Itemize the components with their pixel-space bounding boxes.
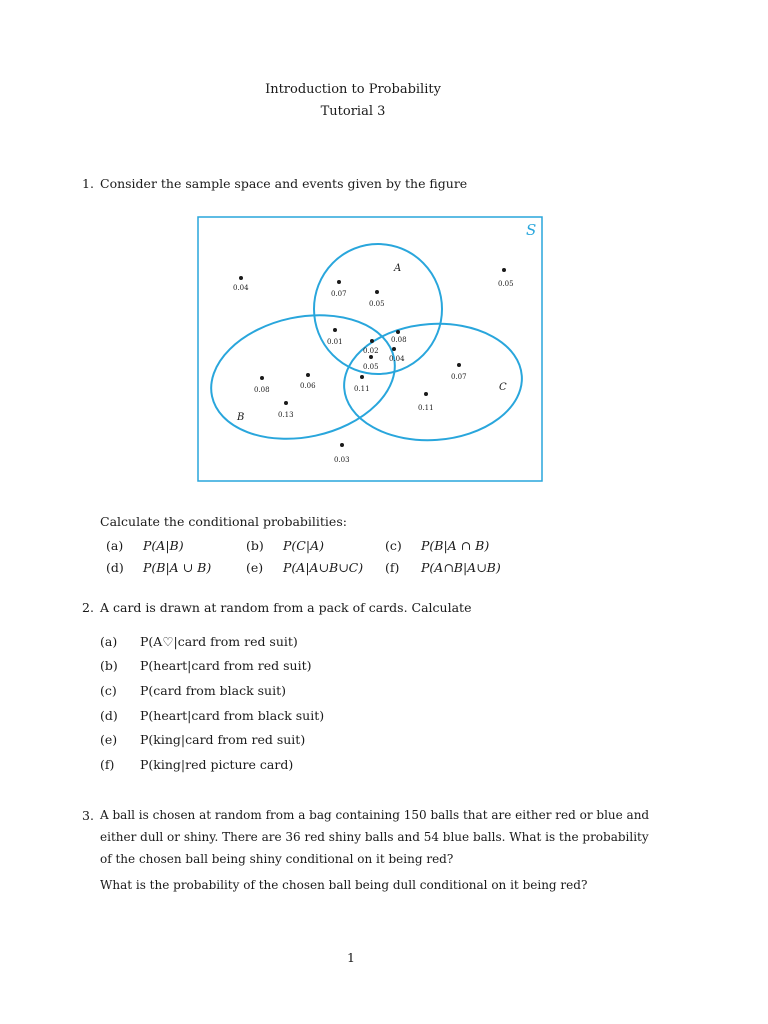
points [233,268,514,464]
point-label: 0.13 [278,411,294,419]
point-label: 0.08 [254,386,270,394]
point-dot [369,355,373,359]
q1-part-a-expr: P(A|B) [143,538,184,553]
q2-number: 2. [82,600,94,615]
sample-space-label: S [526,221,537,239]
point-dot [392,347,396,351]
point-label: 0.07 [331,290,347,298]
q1-part-e-label: (e) [246,560,264,575]
q2-text: A card is drawn at random from a pack of cards. Calculate [100,600,472,615]
q2-part-b-label: (b) [100,658,118,673]
point-label: 0.11 [354,385,370,393]
q1-prompt: Calculate the conditional probabilities: [100,514,347,529]
set-c-ellipse [340,318,526,446]
point-dot [333,328,337,332]
q2-part-f-expr: P(king|red picture card) [140,757,294,772]
q1-part-c-label: (c) [385,538,402,553]
page-subtitle: Tutorial 3 [320,104,386,119]
point-label: 0.05 [498,280,514,288]
point-dot [260,376,264,380]
q2-part-d-label: (d) [100,708,118,723]
q3-followup: What is the probability of the chosen ball being dull conditional on it being red? [100,878,588,892]
point-label: 0.11 [418,404,434,412]
q1-part-d-label: (d) [106,560,124,575]
point-label: 0.07 [451,373,467,381]
q2-part-c-expr: P(card from black suit) [140,683,287,698]
q2-part-e-label: (e) [100,732,118,747]
q3-line-2: either dull or shiny. There are 36 red shiny balls and 54 blue balls. What is the probability [100,830,649,844]
point-dot [340,443,344,447]
set-a-label: A [394,263,402,274]
q1-part-f-expr: P(A∩B|A∪B) [421,560,501,575]
q1-part-b-expr: P(C|A) [283,538,324,553]
q1-part-f-label: (f) [385,560,400,575]
page-title: Introduction to Probability [265,82,441,97]
q3-line-1: A ball is chosen at random from a bag containing 150 balls that are either red or blue and [100,808,650,822]
point-label: 0.06 [300,382,316,390]
venn-diagram [196,214,546,482]
q1-part-a-label: (a) [106,538,124,553]
point-label: 0.04 [389,355,405,363]
q1-number: 1. [82,176,94,191]
q2-part-d-expr: P(heart|card from black suit) [140,708,325,723]
point-dot [396,330,400,334]
q2-part-e-expr: P(king|card from red suit) [140,732,306,747]
point-dot [457,363,461,367]
point-label: 0.05 [369,300,385,308]
q2-part-c-label: (c) [100,683,117,698]
point-label: 0.08 [391,336,407,344]
point-dot [360,375,364,379]
point-label: 0.05 [363,363,379,371]
point-dot [370,339,374,343]
point-dot [375,290,379,294]
point-dot [306,373,310,377]
page-number: 1 [347,950,355,965]
q2-part-b-expr: P(heart|card from red suit) [140,658,312,673]
q3-line-3: of the chosen ball being shiny conditional on it being red? [100,852,454,866]
point-dot [337,280,341,284]
point-dot [424,392,428,396]
q1-part-b-label: (b) [246,538,264,553]
set-c-label: C [499,382,507,393]
q1-part-c-expr: P(B|A ∩ B) [421,538,490,553]
q3-number: 3. [82,808,94,823]
point-label: 0.04 [233,284,249,292]
set-b-label: B [237,412,245,423]
point-dot [239,276,243,280]
point-dot [284,401,288,405]
q2-part-f-label: (f) [100,757,115,772]
point-label: 0.01 [327,338,343,346]
q1-part-e-expr: P(A|A∪B∪C) [283,560,364,575]
q1-part-d-expr: P(B|A ∪ B) [143,560,212,575]
point-dot [502,268,506,272]
set-b-ellipse [200,299,407,455]
q1-text: Consider the sample space and events given by the figure [100,176,468,191]
q2-part-a-expr: P(A♡|card from red suit) [140,634,298,649]
point-label: 0.03 [334,456,350,464]
q2-part-a-label: (a) [100,634,118,649]
point-label: 0.02 [363,347,379,355]
